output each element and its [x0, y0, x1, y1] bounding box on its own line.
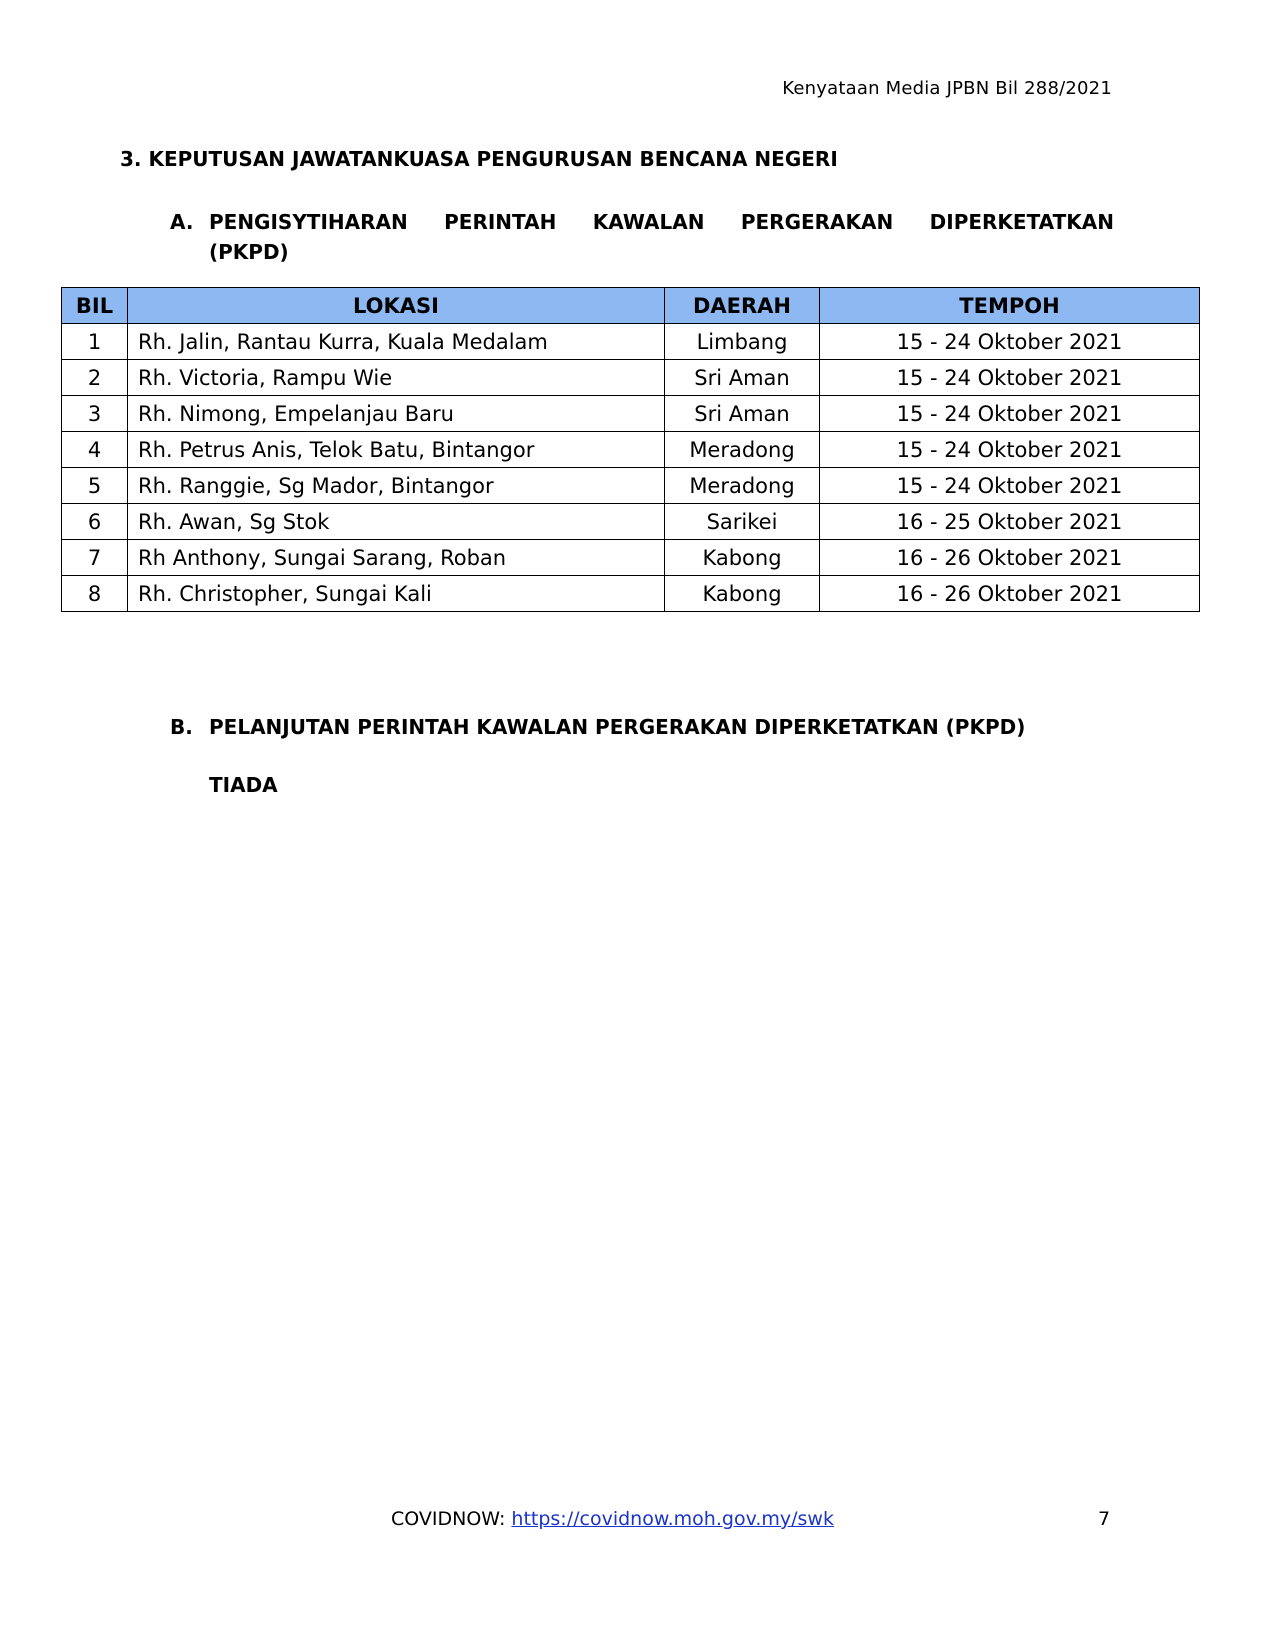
cell-lokasi: Rh. Petrus Anis, Telok Batu, Bintangor — [128, 432, 665, 468]
cell-tempoh: 15 - 24 Oktober 2021 — [820, 468, 1200, 504]
cell-bil: 2 — [62, 360, 128, 396]
cell-lokasi: Rh. Christopher, Sungai Kali — [128, 576, 665, 612]
part-a-word: KAWALAN — [592, 210, 705, 234]
cell-daerah: Sri Aman — [665, 360, 820, 396]
cell-lokasi: Rh. Ranggie, Sg Mador, Bintangor — [128, 468, 665, 504]
part-a-word: PERINTAH — [444, 210, 557, 234]
part-b-value: TIADA — [209, 773, 278, 797]
cell-tempoh: 16 - 25 Oktober 2021 — [820, 504, 1200, 540]
cell-daerah: Sarikei — [665, 504, 820, 540]
header-bil: BIL — [62, 288, 128, 324]
cell-lokasi: Rh. Nimong, Empelanjau Baru — [128, 396, 665, 432]
covidnow-link[interactable]: https://covidnow.moh.gov.my/swk — [511, 1508, 834, 1530]
cell-bil: 6 — [62, 504, 128, 540]
cell-daerah: Limbang — [665, 324, 820, 360]
cell-tempoh: 15 - 24 Oktober 2021 — [820, 324, 1200, 360]
part-a-title-line1 — [209, 207, 1114, 237]
cell-bil: 3 — [62, 396, 128, 432]
cell-tempoh: 16 - 26 Oktober 2021 — [820, 540, 1200, 576]
cell-bil: 7 — [62, 540, 128, 576]
cell-lokasi: Rh. Jalin, Rantau Kurra, Kuala Medalam — [128, 324, 665, 360]
cell-tempoh: 15 - 24 Oktober 2021 — [820, 396, 1200, 432]
table-row — [62, 540, 1200, 576]
part-a-letter: A. — [170, 210, 194, 234]
cell-tempoh: 15 - 24 Oktober 2021 — [820, 360, 1200, 396]
part-b-title: PELANJUTAN PERINTAH KAWALAN PERGERAKAN DIPERKETATKAN (PKPD) — [209, 715, 1026, 739]
part-b-heading — [170, 715, 1025, 739]
footer — [391, 1508, 834, 1530]
part-b-letter: B. — [170, 715, 193, 739]
cell-bil: 4 — [62, 432, 128, 468]
cell-daerah: Sri Aman — [665, 396, 820, 432]
table-header-row — [62, 288, 1200, 324]
pkpd-table — [61, 287, 1200, 612]
cell-daerah: Kabong — [665, 540, 820, 576]
page-number: 7 — [1098, 1508, 1111, 1530]
table-row — [62, 468, 1200, 504]
part-a-word: DIPERKETATKAN — [929, 210, 1114, 234]
table-row — [62, 324, 1200, 360]
cell-bil: 1 — [62, 324, 128, 360]
header-lokasi: LOKASI — [128, 288, 665, 324]
header-daerah: DAERAH — [665, 288, 820, 324]
table-row — [62, 432, 1200, 468]
cell-lokasi: Rh. Victoria, Rampu Wie — [128, 360, 665, 396]
part-a-word: PERGERAKAN — [740, 210, 894, 234]
cell-bil: 8 — [62, 576, 128, 612]
table-row — [62, 360, 1200, 396]
cell-lokasi: Rh Anthony, Sungai Sarang, Roban — [128, 540, 665, 576]
table-row — [62, 504, 1200, 540]
table-row — [62, 396, 1200, 432]
cell-daerah: Meradong — [665, 432, 820, 468]
cell-daerah: Kabong — [665, 576, 820, 612]
cell-tempoh: 15 - 24 Oktober 2021 — [820, 432, 1200, 468]
part-a-heading — [170, 207, 1114, 267]
document-reference: Kenyataan Media JPBN Bil 288/2021 — [782, 78, 1112, 99]
cell-bil: 5 — [62, 468, 128, 504]
table-row — [62, 576, 1200, 612]
cell-daerah: Meradong — [665, 468, 820, 504]
part-a-word: PENGISYTIHARAN — [209, 210, 408, 234]
section-title: 3. KEPUTUSAN JAWATANKUASA PENGURUSAN BENCANA NEGERI — [120, 147, 838, 171]
cell-lokasi: Rh. Awan, Sg Stok — [128, 504, 665, 540]
cell-tempoh: 16 - 26 Oktober 2021 — [820, 576, 1200, 612]
header-tempoh: TEMPOH — [820, 288, 1200, 324]
footer-label: COVIDNOW: — [391, 1508, 512, 1530]
part-a-title-line2: (PKPD) — [209, 240, 289, 264]
